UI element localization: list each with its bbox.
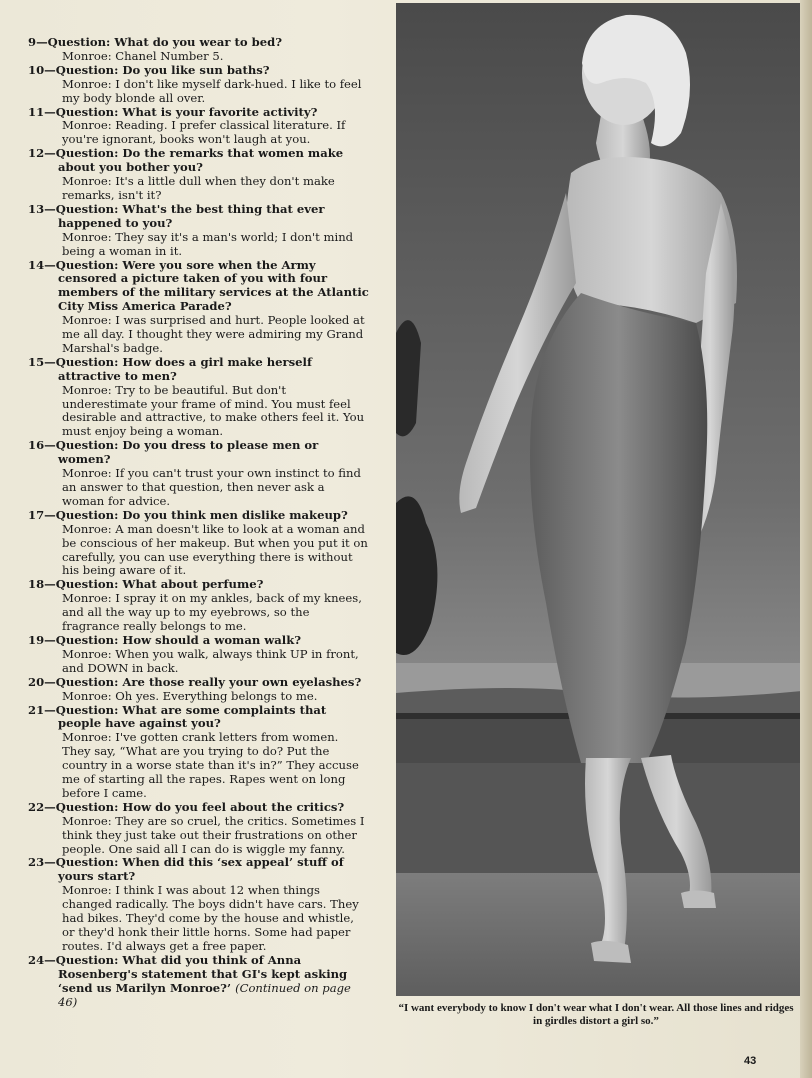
question-line: [28, 856, 370, 884]
answer-prefix: Monroe:: [62, 118, 112, 133]
question-number: 24: [28, 952, 45, 967]
answer-text: I think I was about 12 when things changed radically. The boys didn't have cars. They had bikes. They'd come by the house and whistle, or they'd honk their little horns. Some had paper routes. I'd always get a free paper.: [62, 883, 359, 953]
answer-prefix: Monroe:: [62, 646, 112, 661]
answer-prefix: Monroe:: [62, 688, 112, 703]
question-label: —Question:: [44, 952, 119, 967]
question-number: 16: [28, 438, 45, 453]
question-label: —Question:: [44, 201, 119, 216]
answer-line: [28, 884, 370, 954]
question-line: [28, 578, 370, 592]
question-text: How does a girl make herself attractive to men?: [58, 354, 312, 383]
question-label: —Question:: [44, 674, 119, 689]
question-label: —Question:: [44, 257, 119, 272]
question-line: [28, 147, 370, 175]
question-text: Do you like sun baths?: [122, 62, 270, 77]
answer-line: [28, 815, 370, 857]
question-line: [28, 439, 370, 467]
qa-item: [28, 578, 370, 634]
question-number: 14: [28, 257, 45, 272]
marilyn-photo: [396, 3, 802, 996]
question-label: —Question:: [44, 702, 119, 717]
answer-prefix: Monroe:: [62, 229, 112, 244]
question-text: What about perfume?: [122, 577, 264, 592]
answer-prefix: Monroe:: [62, 76, 112, 91]
question-number: 21: [28, 702, 45, 717]
question-number: 11: [28, 104, 45, 119]
answer-text: It's a little dull when they don't make remarks, isn't it?: [62, 174, 335, 202]
answer-text: I spray it on my ankles, back of my knees, and all the way up to my eyebrows, so the fragrance really belongs to me.: [62, 591, 362, 634]
question-text: How should a woman walk?: [122, 632, 302, 647]
page-number: 43: [744, 1055, 757, 1067]
question-text: How do you feel about the critics?: [122, 799, 345, 814]
answer-line: [28, 690, 370, 704]
qa-item: [28, 356, 370, 439]
question-line: [28, 954, 370, 1010]
qa-item: [28, 36, 370, 64]
answer-line: [28, 231, 370, 259]
question-text: Do you dress to please men or women?: [58, 438, 319, 467]
question-line: [28, 634, 370, 648]
answer-prefix: Monroe:: [62, 883, 112, 898]
answer-line: [28, 648, 370, 676]
answer-text: I don't like myself dark-hued. I like to feel my body blonde all over.: [62, 76, 362, 105]
answer-text: I was surprised and hurt. People looked at me all day. I thought they were admiring my Grand Marshal's badge.: [62, 313, 365, 355]
question-number: 23: [28, 855, 45, 870]
question-line: [28, 801, 370, 815]
question-line: [28, 704, 370, 732]
qa-column: [28, 36, 370, 1009]
page-edge: [800, 0, 812, 1078]
question-text: What did you think of Anna Rosenberg's statement that GI's kept asking ‘send us Marilyn Monroe?’: [58, 952, 348, 995]
answer-text: They are so cruel, the critics. Sometimes I think they just take out their frustrations on other people. One said all I can do is wiggle my fanny.: [62, 813, 365, 856]
question-label: —Question:: [44, 62, 119, 77]
question-text: Do you think men dislike makeup?: [122, 507, 348, 522]
question-line: [28, 356, 370, 384]
question-label: —Question:: [44, 632, 119, 647]
question-text: Were you sore when the Army censored a picture taken of you with four members of the military services at the Atlantic City Miss America Parade?: [58, 257, 369, 314]
answer-prefix: Monroe:: [62, 591, 112, 606]
photo-caption: “I want everybody to know I don't wear what I don't wear. All those lines and ridges in girdles distort a girl so.”: [398, 1002, 794, 1027]
question-number: 10: [28, 62, 45, 77]
question-line: [28, 203, 370, 231]
answer-prefix: Monroe:: [62, 466, 112, 481]
question-number: 19: [28, 632, 45, 647]
answer-text: I've gotten crank letters from women. They say, “What are you trying to do? Put the country in a worse state than it's in?” They accuse me of starting all the rapes. Rapes went on long before I came.: [62, 730, 359, 800]
question-label: —Question:: [44, 799, 119, 814]
question-number: 9: [28, 35, 37, 49]
question-number: 22: [28, 799, 45, 814]
continued-note: (Continued on page 46): [58, 980, 351, 1009]
qa-item: [28, 954, 370, 1010]
qa-item: [28, 259, 370, 356]
qa-item: [28, 439, 370, 509]
qa-item: [28, 147, 370, 203]
answer-line: [28, 119, 370, 147]
answer-text: Reading. I prefer classical literature. If you're ignorant, books won't laugh at you.: [62, 118, 346, 147]
answer-prefix: Monroe:: [62, 174, 112, 189]
answer-text: A man doesn't like to look at a woman and be conscious of her makeup. But when you put it on carefully, you can use everything there is without his being aware of it.: [62, 521, 368, 578]
answer-text: Oh yes. Everything belongs to me.: [115, 688, 318, 703]
qa-item: [28, 676, 370, 704]
answer-line: [28, 50, 370, 64]
answer-prefix: Monroe:: [62, 313, 112, 328]
question-text: What are some complaints that people have against you?: [58, 702, 327, 731]
answer-line: [28, 175, 370, 203]
question-label: —Question:: [44, 855, 119, 870]
question-number: 12: [28, 146, 45, 161]
qa-item: [28, 64, 370, 106]
answer-text: When you walk, always think UP in front, and DOWN in back.: [62, 646, 359, 675]
answer-prefix: Monroe:: [62, 382, 112, 397]
question-text: Are those really your own eyelashes?: [122, 674, 362, 689]
question-text: Do the remarks that women make about you bother you?: [58, 146, 344, 175]
qa-item: [28, 106, 370, 148]
answer-text: If you can't trust your own instinct to find an answer to that question, then never ask a woman for advice.: [62, 466, 361, 508]
question-text: What do you wear to bed?: [114, 35, 283, 49]
question-number: 18: [28, 577, 45, 592]
answer-prefix: Monroe:: [62, 48, 112, 63]
answer-line: [28, 78, 370, 106]
answer-prefix: Monroe:: [62, 730, 112, 745]
answer-line: [28, 384, 370, 440]
question-text: What's the best thing that ever happened to you?: [58, 201, 325, 230]
question-number: 15: [28, 354, 45, 369]
answer-line: [28, 314, 370, 356]
answer-text: Chanel Number 5.: [115, 48, 224, 63]
question-line: [28, 36, 370, 50]
question-text: When did this ‘sex appeal’ stuff of yours start?: [58, 855, 344, 884]
answer-text: Try to be beautiful. But don't underestimate your frame of mind. You must feel desirable and attractive, to make others feel it. You must enjoy being a woman.: [62, 382, 365, 439]
question-text: What is your favorite activity?: [122, 104, 318, 119]
qa-item: [28, 509, 370, 579]
answer-line: [28, 467, 370, 509]
answer-text: They say it's a man's world; I don't mind being a woman in it.: [62, 229, 354, 258]
question-number: 13: [28, 201, 45, 216]
qa-item: [28, 704, 370, 801]
question-label: —Question:: [44, 577, 119, 592]
answer-line: [28, 592, 370, 634]
qa-item: [28, 634, 370, 676]
qa-item: [28, 801, 370, 857]
question-label: —Question:: [44, 507, 119, 522]
question-label: —Question:: [44, 354, 119, 369]
answer-prefix: Monroe:: [62, 813, 112, 828]
answer-line: [28, 731, 370, 801]
question-label: —Question:: [44, 146, 119, 161]
question-label: —Question:: [44, 438, 119, 453]
question-label: —Question:: [36, 35, 111, 49]
answer-line: [28, 523, 370, 579]
question-line: [28, 676, 370, 690]
question-line: [28, 64, 370, 78]
question-line: [28, 259, 370, 315]
qa-item: [28, 203, 370, 259]
qa-item: [28, 856, 370, 953]
question-line: [28, 509, 370, 523]
question-line: [28, 106, 370, 120]
answer-prefix: Monroe:: [62, 521, 112, 536]
question-label: —Question:: [44, 104, 119, 119]
question-number: 20: [28, 674, 45, 689]
question-number: 17: [28, 507, 45, 522]
